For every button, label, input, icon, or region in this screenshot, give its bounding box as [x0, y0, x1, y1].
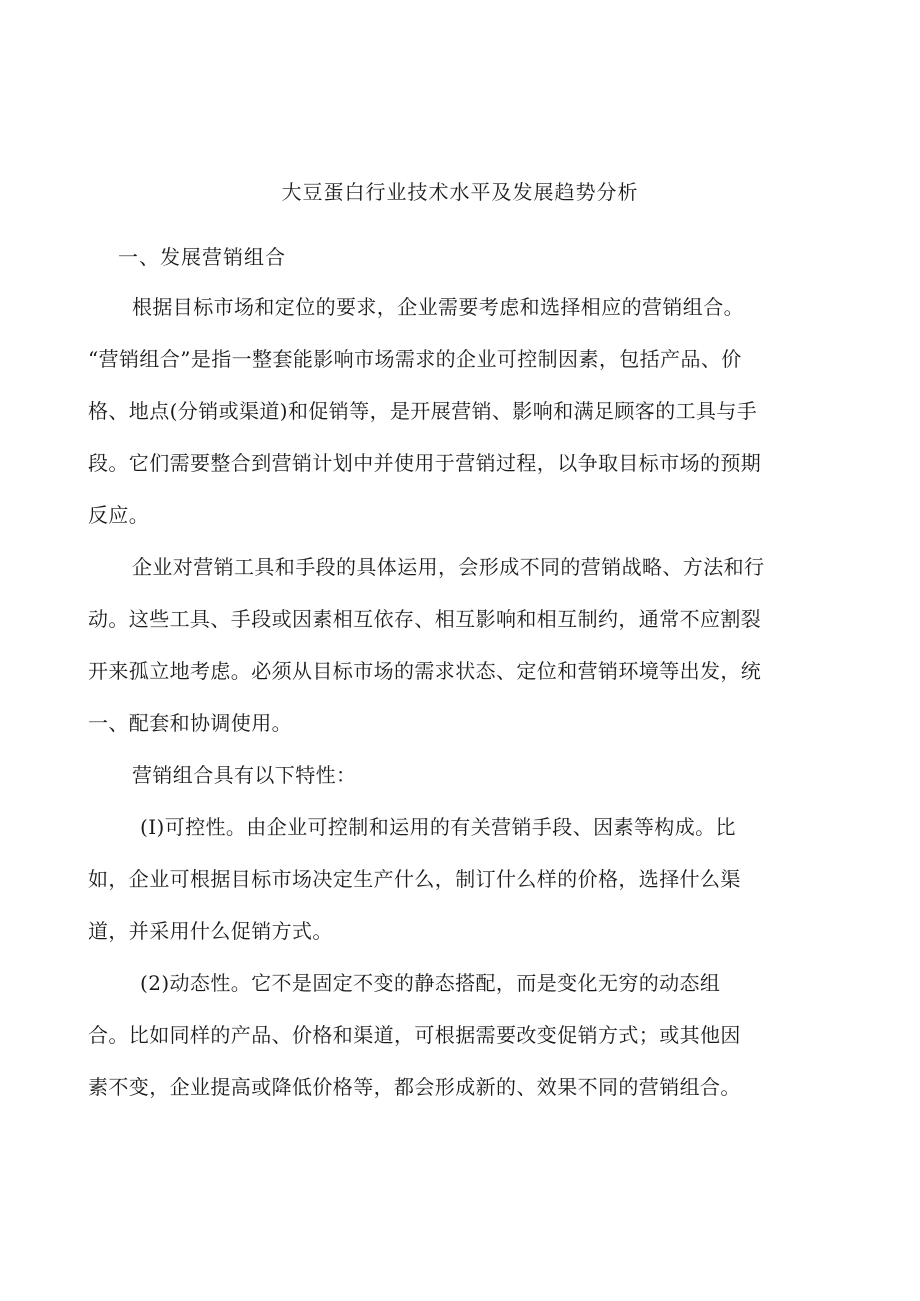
paragraph-line: 如，企业可根据目标市场决定生产什么，制订什么样的价格，选择什么渠: [88, 867, 741, 891]
paragraph-line: 营销组合具有以下特性：: [132, 763, 357, 787]
paragraph-line: 反应。: [88, 503, 150, 527]
paragraph-line: 段。它们需要整合到营销计划中并使用于营销过程，以争取目标市场的预期: [88, 451, 762, 475]
paragraph-line: 开来孤立地考虑。必须从目标市场的需求状态、定位和营销环境等出发，统: [88, 659, 762, 683]
section-heading: 一、发展营销组合: [118, 245, 286, 269]
paragraph-line: 企业对营销工具和手段的具体运用，会形成不同的营销战略、方法和行: [132, 555, 765, 579]
paragraph-line: (2)动态性。它不是固定不变的静态搭配，而是变化无穷的动态组: [140, 971, 721, 995]
paragraph-line: “营销组合”是指一整套能影响市场需求的企业可控制因素，包括产品、价: [88, 347, 742, 371]
paragraph-line: 一、配套和协调使用。: [88, 711, 292, 735]
paragraph-line: 格、地点(分销或渠道)和促销等，是开展营销、影响和满足顾客的工具与手: [88, 399, 758, 423]
paragraph-line: (I)可控性。由企业可控制和运用的有关营销手段、因素等构成。比: [140, 815, 736, 839]
paragraph-line: 道，并采用什么促销方式。: [88, 919, 333, 943]
paragraph-line: 素不变，企业提高或降低价格等，都会形成新的、效果不同的营销组合。: [88, 1075, 741, 1099]
paragraph-line: 动。这些工具、手段或因素相互依存、相互影响和相互制约，通常不应割裂: [88, 607, 762, 631]
paragraph-line: 合。比如同样的产品、价格和渠道，可根据需要改变促销方式；或其他因: [88, 1023, 741, 1047]
document-title: 大豆蛋白行业技术水平及发展趋势分析: [281, 180, 639, 204]
paragraph-line: 根据目标市场和定位的要求，企业需要考虑和选择相应的营销组合。: [132, 295, 744, 319]
